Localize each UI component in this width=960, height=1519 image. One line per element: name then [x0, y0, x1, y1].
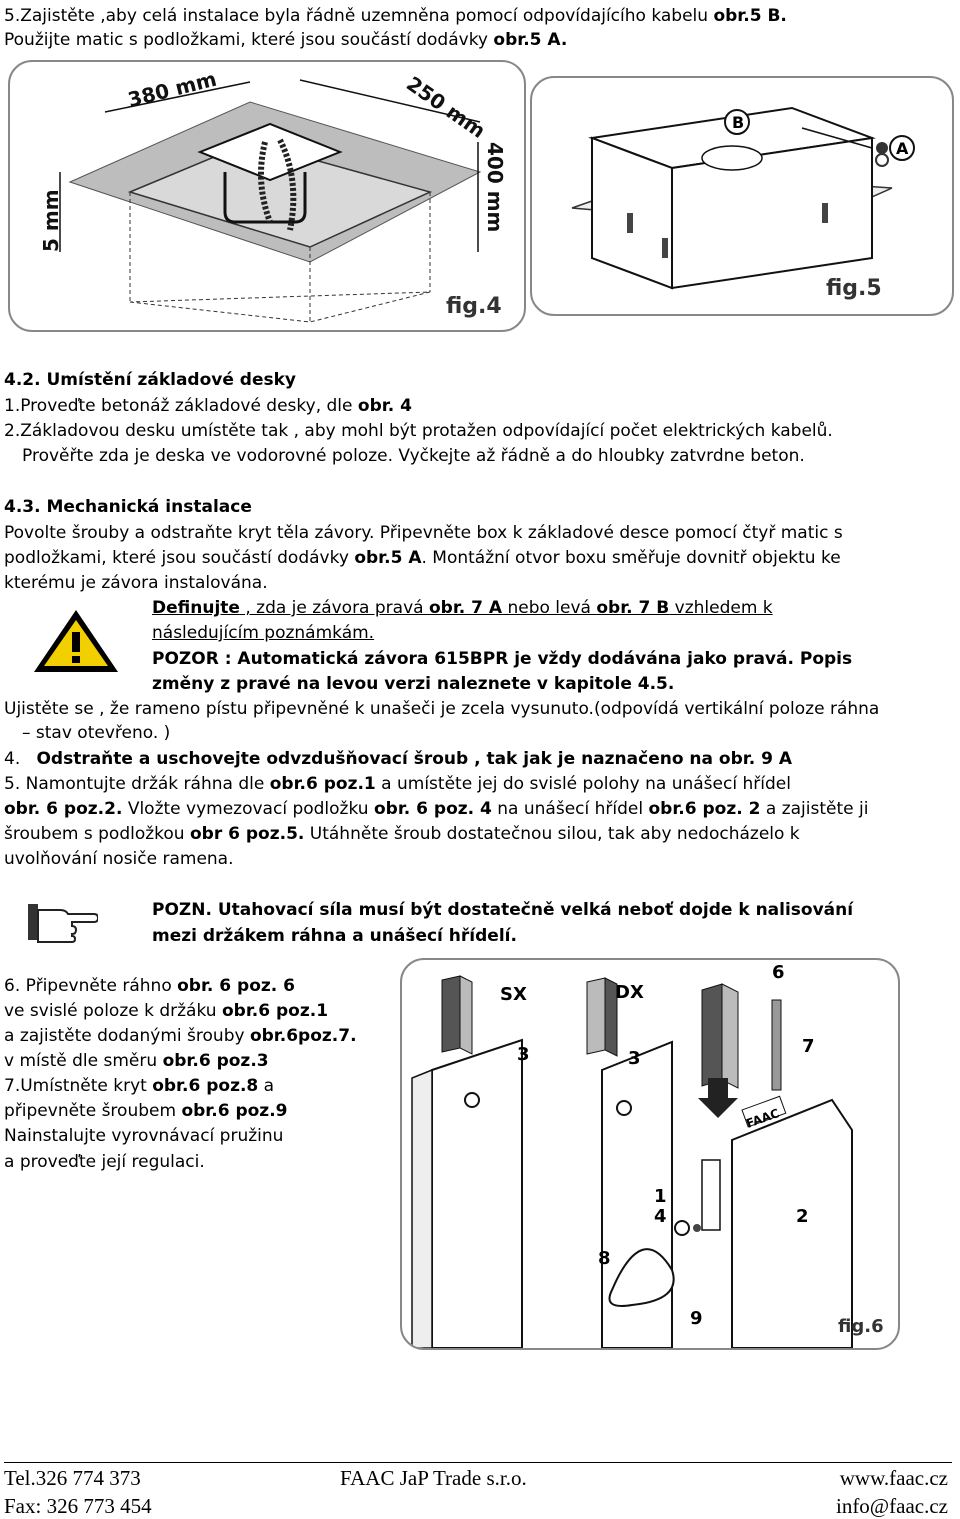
- step6-line-1: 6. Připevněte ráhno obr. 6 poz. 6: [4, 976, 296, 996]
- dim-380: 380 mm: [125, 66, 219, 112]
- sec42-line-2: 2.Základovou desku umístěte tak , aby mohl být protažen odpovídající počet elektrických kabelů.: [4, 421, 833, 441]
- footer-web[interactable]: www.faac.cz: [839, 1466, 948, 1490]
- step5-line-3: šroubem s podložkou obr 6 poz.5. Utáhněte šroub dostatečnou silou, tak aby nedocházelo k: [4, 824, 800, 844]
- intro-ref: obr.5 B.: [713, 6, 787, 26]
- marker-a: A: [896, 139, 909, 158]
- step3-line-1: Ujistěte se , že rameno pístu připevněné k unašeči je zcela vysunuto.(odpovídá vertikální poloze ráhna: [4, 699, 880, 719]
- section-4-3-heading: 4.3. Mechanická instalace: [4, 497, 252, 517]
- fig6-num-3a: 3: [517, 1044, 530, 1065]
- sec43-line-1: Povolte šrouby a odstraňte kryt těla závory. Připevněte box k základové desce pomocí čtyř matic s: [4, 523, 843, 543]
- fig6-sx: SX: [500, 984, 527, 1005]
- step7-line-2: připevněte šroubem obr.6 poz.9: [4, 1101, 288, 1121]
- step6-line-3: a zajistěte dodanými šrouby obr.6poz.7.: [4, 1026, 357, 1046]
- spring-line-1: Nainstalujte vyrovnávací pružinu: [4, 1126, 284, 1146]
- step5-line-1: 5. Namontujte držák ráhna dle obr.6 poz.1 a umístěte jej do svislé polohy na unášecí hřídel: [4, 774, 791, 794]
- fig6-num-7: 7: [802, 1036, 815, 1057]
- fig6-num-8: 8: [598, 1248, 611, 1269]
- intro-text: 5.Zajistěte ,aby celá instalace byla řádně uzemněna pomocí odpovídajícího kabelu: [4, 6, 714, 26]
- dim-5: 5 mm: [39, 189, 63, 252]
- pointing-hand-icon: [26, 900, 98, 944]
- fig6-num-9: 9: [690, 1308, 703, 1329]
- warning-line-1: Definujte , zda je závora pravá obr. 7 A nebo levá obr. 7 B vzhledem k: [152, 598, 773, 618]
- footer-tel: Tel.326 774 373: [4, 1466, 141, 1490]
- footer-company: FAAC JaP Trade s.r.o.: [340, 1466, 527, 1490]
- dim-250: 250 mm: [402, 71, 490, 143]
- step7-line-1: 7.Umístněte kryt obr.6 poz.8 a: [4, 1076, 275, 1096]
- figure-6: [400, 958, 900, 1350]
- fig5-drawing: [532, 78, 952, 314]
- fig6-brand: FAAC: [744, 1105, 782, 1131]
- dim-400: 400 mm: [483, 142, 507, 233]
- sec43-line-3: kterému je závora instalována.: [4, 573, 268, 593]
- fig6-num-6: 6: [772, 962, 785, 983]
- step4-line: 4. Odstraňte a uschovejte odvzdušňovací šroub , tak jak je naznačeno na obr. 9 A: [4, 749, 793, 769]
- warning-line-4: změny z pravé na levou verzi naleznete v kapitole 4.5.: [152, 674, 675, 694]
- fig6-num-1: 1: [654, 1186, 667, 1207]
- sec42-line-1: 1.Proveďte betonáž základové desky, dle obr. 4: [4, 396, 412, 416]
- fig6-num-2: 2: [796, 1206, 809, 1227]
- step3-line-2: – stav otevřeno. ): [22, 723, 171, 743]
- fig6-label: fig.6: [838, 1316, 884, 1337]
- fig6-dx: DX: [615, 982, 644, 1003]
- intro-text: Použijte matic s podložkami, které jsou součástí dodávky: [4, 30, 494, 50]
- section-4-2-heading: 4.2. Umístění základové desky: [4, 370, 297, 390]
- fig4-label: fig.4: [446, 294, 502, 319]
- figure-5: [530, 76, 954, 316]
- intro-ref: obr.5 A.: [493, 30, 568, 50]
- note-line-1: POZN. Utahovací síla musí být dostatečně velká neboť dojde k nalisování: [152, 900, 854, 920]
- sec42-line-3: Prověřte zda je deska ve vodorovné poloze. Vyčkejte až řádně a do hloubky zatvrdne beton.: [22, 446, 805, 466]
- warning-icon: [30, 606, 122, 676]
- fig5-label: fig.5: [826, 276, 882, 301]
- step6-line-4: v místě dle směru obr.6 poz.3: [4, 1051, 269, 1071]
- fig4-drawing: [10, 62, 524, 330]
- fig6-num-4: 4: [654, 1206, 667, 1227]
- footer-fax: Fax: 326 773 454: [4, 1494, 152, 1518]
- intro-line-2: [4, 28, 567, 52]
- warning-line-2: následujícím poznámkám.: [152, 623, 375, 643]
- figure-4: [8, 60, 526, 332]
- spring-line-2: a proveďte její regulaci.: [4, 1152, 205, 1172]
- sec43-line-2: podložkami, které jsou součástí dodávky obr.5 A. Montážní otvor boxu směřuje dovnitř objektu ke: [4, 548, 841, 568]
- warning-line-3: POZOR : Automatická závora 615BPR je vždy dodávána jako pravá. Popis: [152, 649, 853, 669]
- intro-line-1: [4, 4, 787, 28]
- footer-rule: [4, 1462, 952, 1463]
- step6-line-2: ve svislé poloze k držáku obr.6 poz.1: [4, 1001, 329, 1021]
- note-line-2: mezi držákem ráhna a unášecí hřídelí.: [152, 926, 517, 946]
- fig6-num-3b: 3: [628, 1048, 641, 1069]
- marker-b: B: [732, 113, 745, 132]
- fig6-drawing: [402, 960, 898, 1348]
- step5-line-4: uvolňování nosiče ramena.: [4, 849, 234, 869]
- step5-line-2: obr. 6 poz.2. Vložte vymezovací podložku obr. 6 poz. 4 na unášecí hřídel obr.6 poz. 2 a zajistěte ji: [4, 799, 869, 819]
- footer-email[interactable]: info@faac.cz: [835, 1494, 948, 1518]
